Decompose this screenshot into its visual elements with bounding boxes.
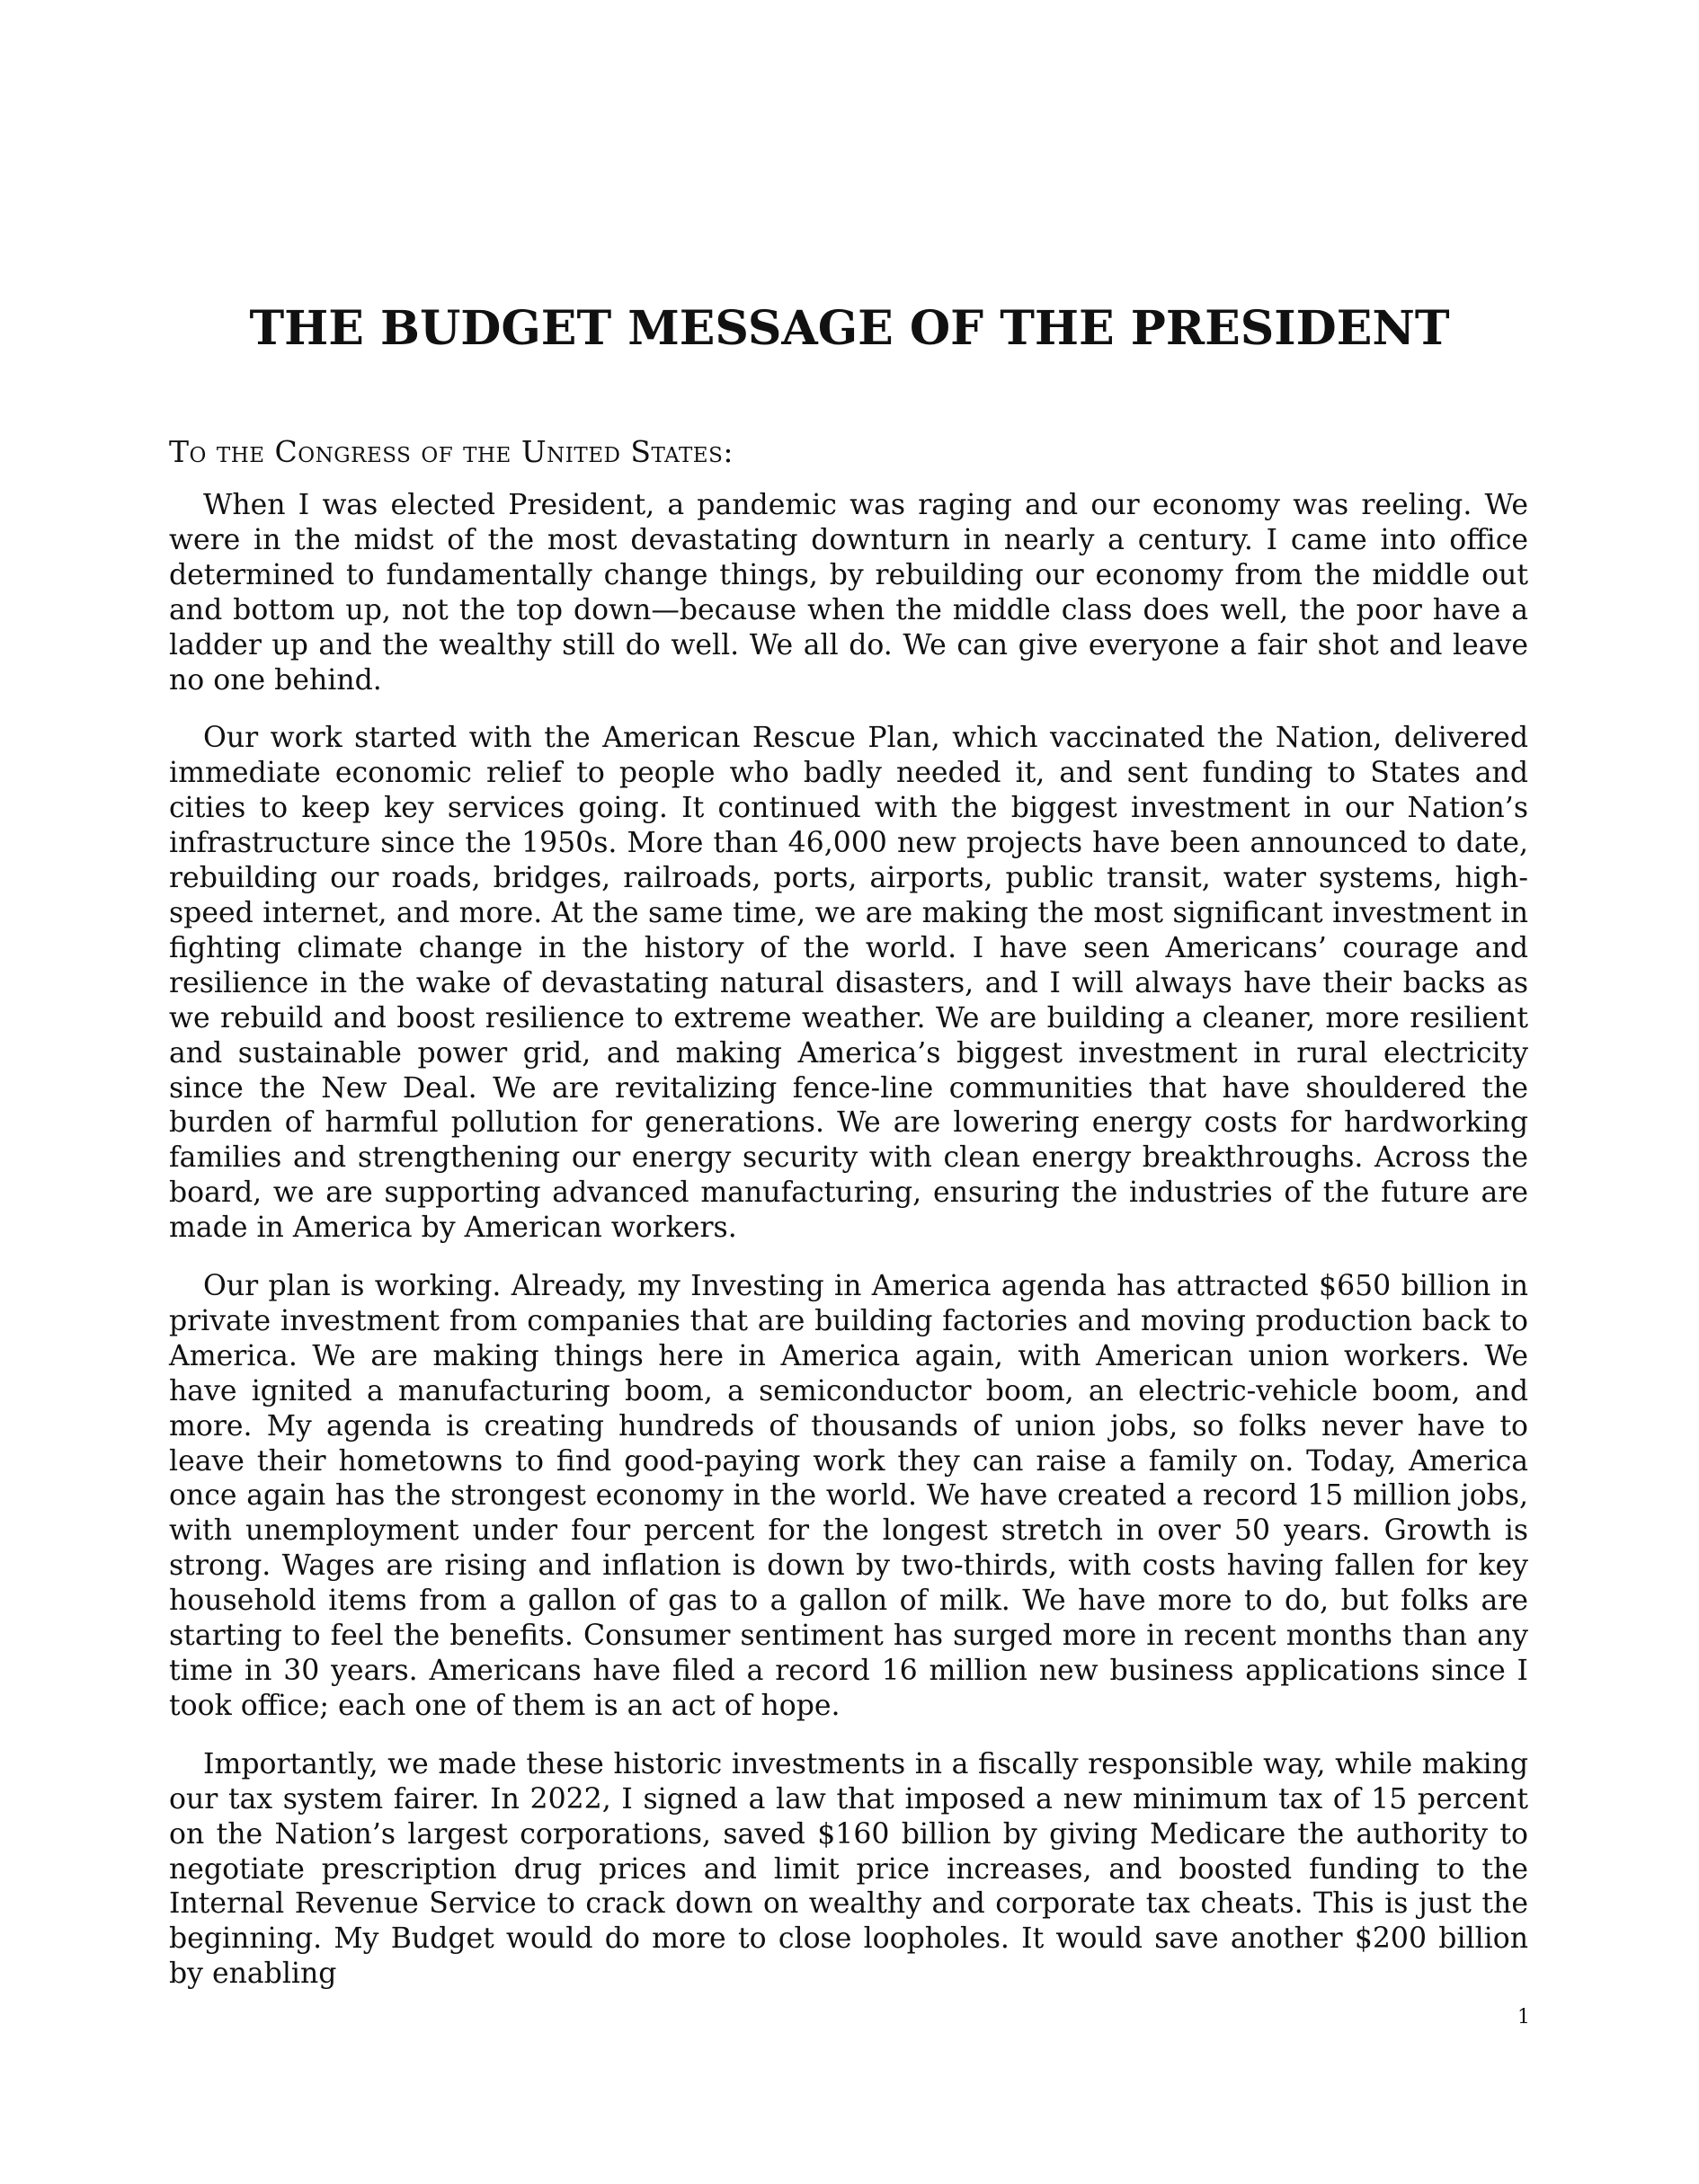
message-body [169,488,1528,2015]
paragraph-1: When I was elected President, a pandemic was raging and our economy was reeling. We were in the midst of the most devastating downturn in nearly a century. I came into office determined to fundamentally change things, by rebuilding our economy from the middle out and bottom up, not the top down—because when the middle class does well, the poor have a ladder up and the wealthy still do well. We all do. We can give everyone a fair shot and leave no one behind. [169,489,1528,697]
page-title: THE BUDGET MESSAGE OF THE PRESIDENT [249,301,1450,356]
page-number: 1 [1517,2006,1530,2029]
paragraph-3: Our plan is working. Already, my Investing in America agenda has attracted $650 billion in private investment from companies that are building factories and moving production back to America. We are making things here in America again, with American union workers. We have ignited a manufacturing boom, a semiconductor boom, an electric-vehicle boom, and more. My agenda is creating hundreds of thousands of union jobs, so folks never have to leave their hometowns to find good-paying work they can raise a family on. Today, America once again has the strongest economy in the world. We have created a record 15 million jobs, with unemployment under four percent for the longest stretch in over 50 years. Growth is strong. Wages are rising and inflation is down by two-thirds, with costs having fallen for key household items from a gallon of gas to a gallon of milk. We have more to do, but folks are starting to feel the benefits. Consumer sentiment has surged more in recent months than any time in 30 years. Americans have filed a record 16 million new business applications since I took office; each one of them is an act of hope. [169,1270,1528,1722]
paragraph-2: Our work started with the American Rescue Plan, which vaccinated the Nation, delivered immediate economic relief to people who badly needed it, and sent funding to States and cities to keep key services going. It continued with the biggest investment in our Nation’s infrastructure since the 1950s. More than 46,000 new projects have been announced to date, rebuilding our roads, bridges, railroads, ports, airports, public transit, water systems, high-speed internet, and more. At the same time, we are making the most significant investment in fighting climate change in the history of the world. I have seen Americans’ courage and resilience in the wake of devastating natural disasters, and I will always have their backs as we rebuild and boost resilience to extreme weather. We are building a cleaner, more resilient and sustainable power grid, and making America’s biggest investment in rural electricity since the New Deal. We are revitalizing fence-line communities that have shouldered the burden of harmful pollution for generations. We are lowering energy costs for hardworking families and strengthening our energy security with clean energy breakthroughs. Across the board, we are supporting advanced manufacturing, ensuring the industries of the future are made in America by American workers. [169,722,1528,1245]
salutation: To the Congress of the United States: [169,434,734,469]
paragraph-4: Importantly, we made these historic investments in a fiscally responsible way, while making our tax system fairer. In 2022, I signed a law that imposed a new minimum tax of 15 percent on the Nation’s largest corporations, saved $160 billion by giving Medicare the authority to negotiate prescription drug prices and limit price increases, and boosted funding to the Internal Revenue Service to crack down on wealthy and corporate tax cheats. This is just the beginning. My Budget would do more to close loopholes. It would save another $200 billion by enabling [169,1747,1528,1991]
